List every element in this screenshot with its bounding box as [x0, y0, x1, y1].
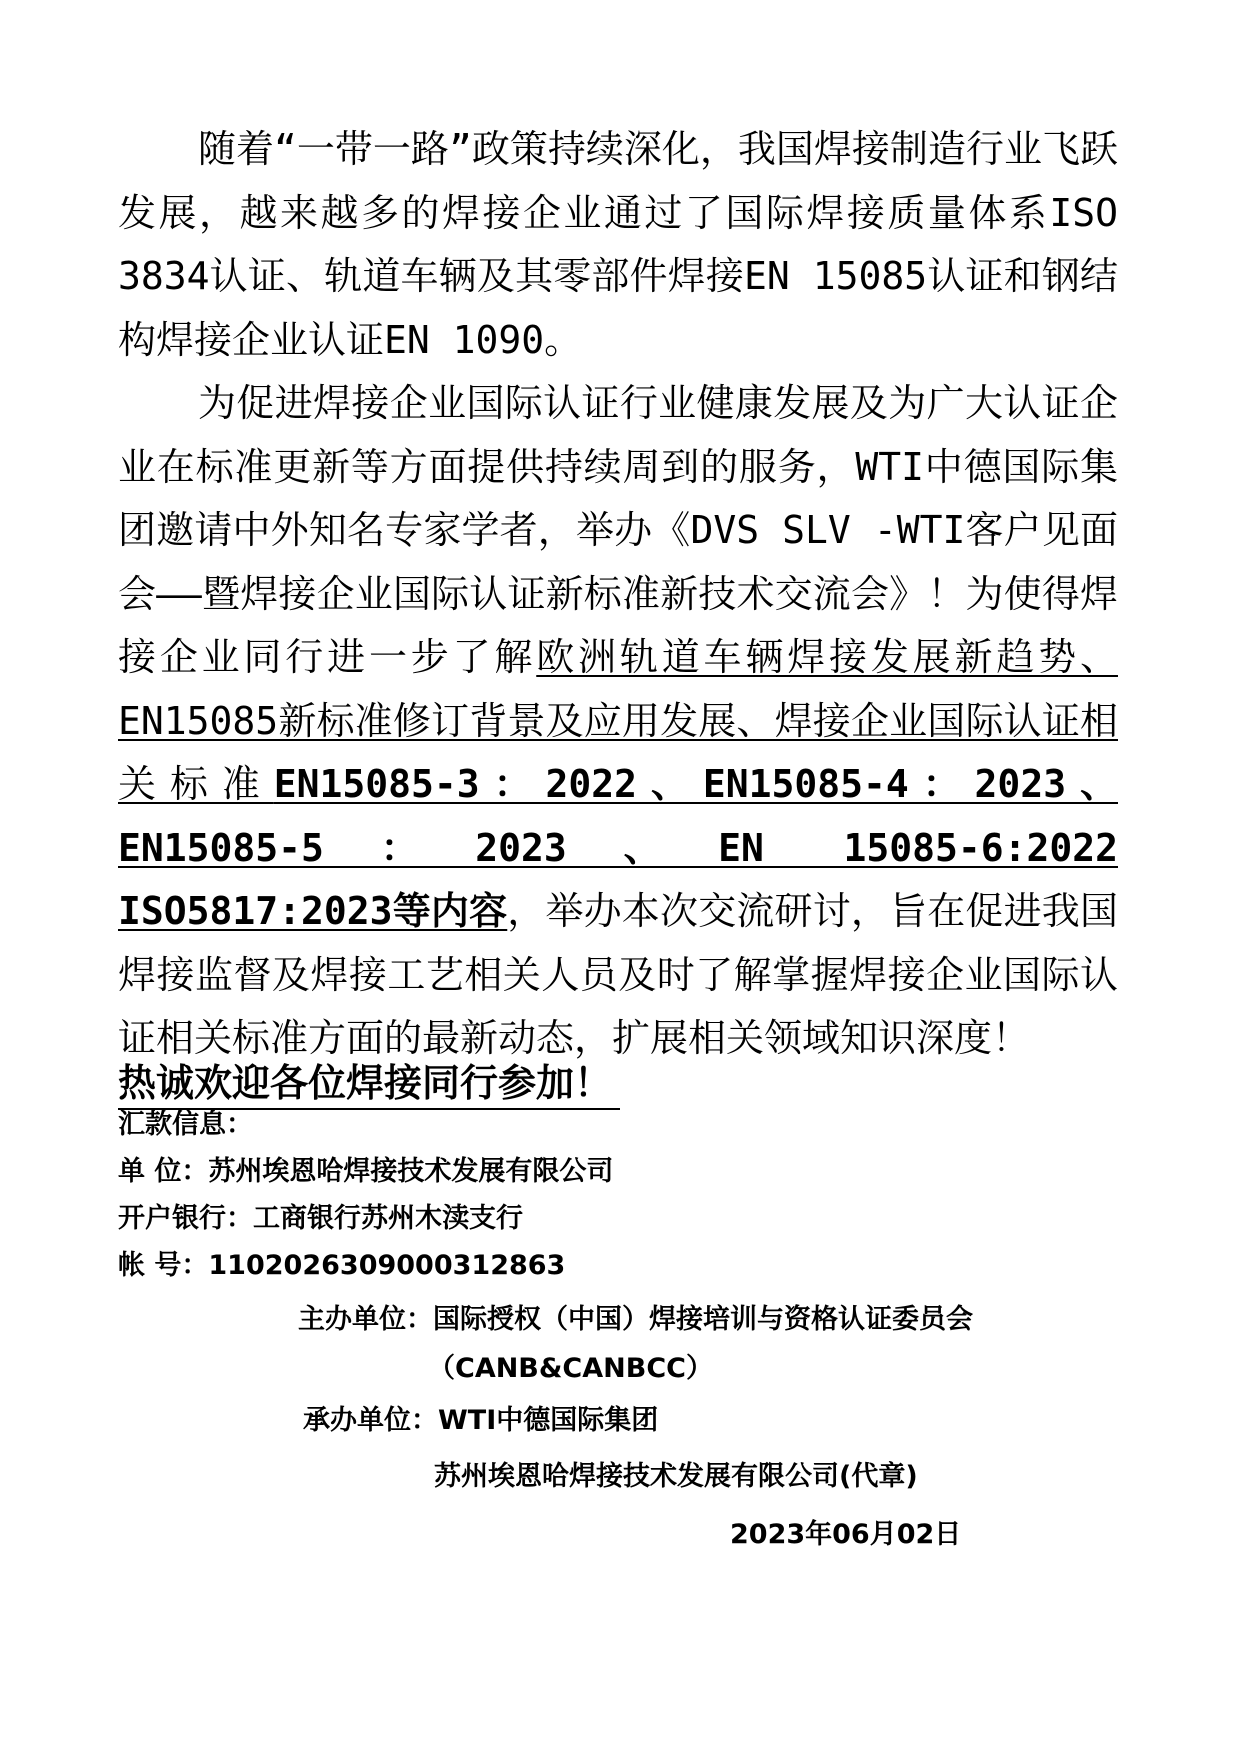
document-date: 2023年06月02日 — [730, 1519, 962, 1550]
organizer-line: 主办单位：国际授权（中国）焊接培训与资格认证委员会 — [298, 1304, 973, 1335]
organizer-abbreviation: （CANB&CANBCC） — [428, 1353, 713, 1384]
topics-underlined: 欧洲轨道车辆焊接发展新趋势、EN15085新标准修订背景及应用发展、焊接企业国际认证相关标准 — [118, 635, 1118, 806]
company-seal-line: 苏州埃恩哈焊接技术发展有限公司(代章) — [434, 1461, 918, 1492]
payment-account: 帐 号：1102026309000312863 — [118, 1250, 566, 1281]
standards-list: EN15085-3：2022、EN15085-4：2023、EN15085-5：2023、EN 15085-6:2022 ISO5817:2023等内容 — [118, 762, 1118, 933]
event-description: 为促进焊接企业国际认证行业健康发展及为广大认证企业在标准更新等方面提供持续周到的服务，WTI中德国际集团邀请中外知名专家学者，举办《DVS SLV -WTI客户见面会——暨焊接企业国际认证新标准新技术交流会》！为使得焊接企业同行进一步了解 — [118, 381, 1118, 679]
payment-unit: 单 位：苏州埃恩哈焊接技术发展有限公司 — [118, 1156, 614, 1187]
welcome-banner: 热诚欢迎各位焊接同行参加！ — [118, 1058, 620, 1110]
body-text — [118, 118, 1118, 1071]
event-purpose: ，举办本次交流研讨，旨在促进我国焊接监督及焊接工艺相关人员及时了解掌握焊接企业国际认证相关标准方面的最新动态，扩展相关领域知识深度！ — [118, 889, 1118, 1060]
co-organizer-line: 承办单位：WTI中德国际集团 — [303, 1405, 659, 1436]
paragraph-event — [118, 372, 1118, 1071]
paragraph-intro: 随着“一带一路”政策持续深化，我国焊接制造行业飞跃发展，越来越多的焊接企业通过了国际焊接质量体系ISO 3834认证、轨道车辆及其零部件焊接EN 15085认证和钢结构焊接企业认证EN 1090。 — [118, 127, 1118, 362]
payment-bank: 开户银行：工商银行苏州木渎支行 — [118, 1203, 523, 1234]
payment-heading: 汇款信息： — [118, 1109, 253, 1140]
